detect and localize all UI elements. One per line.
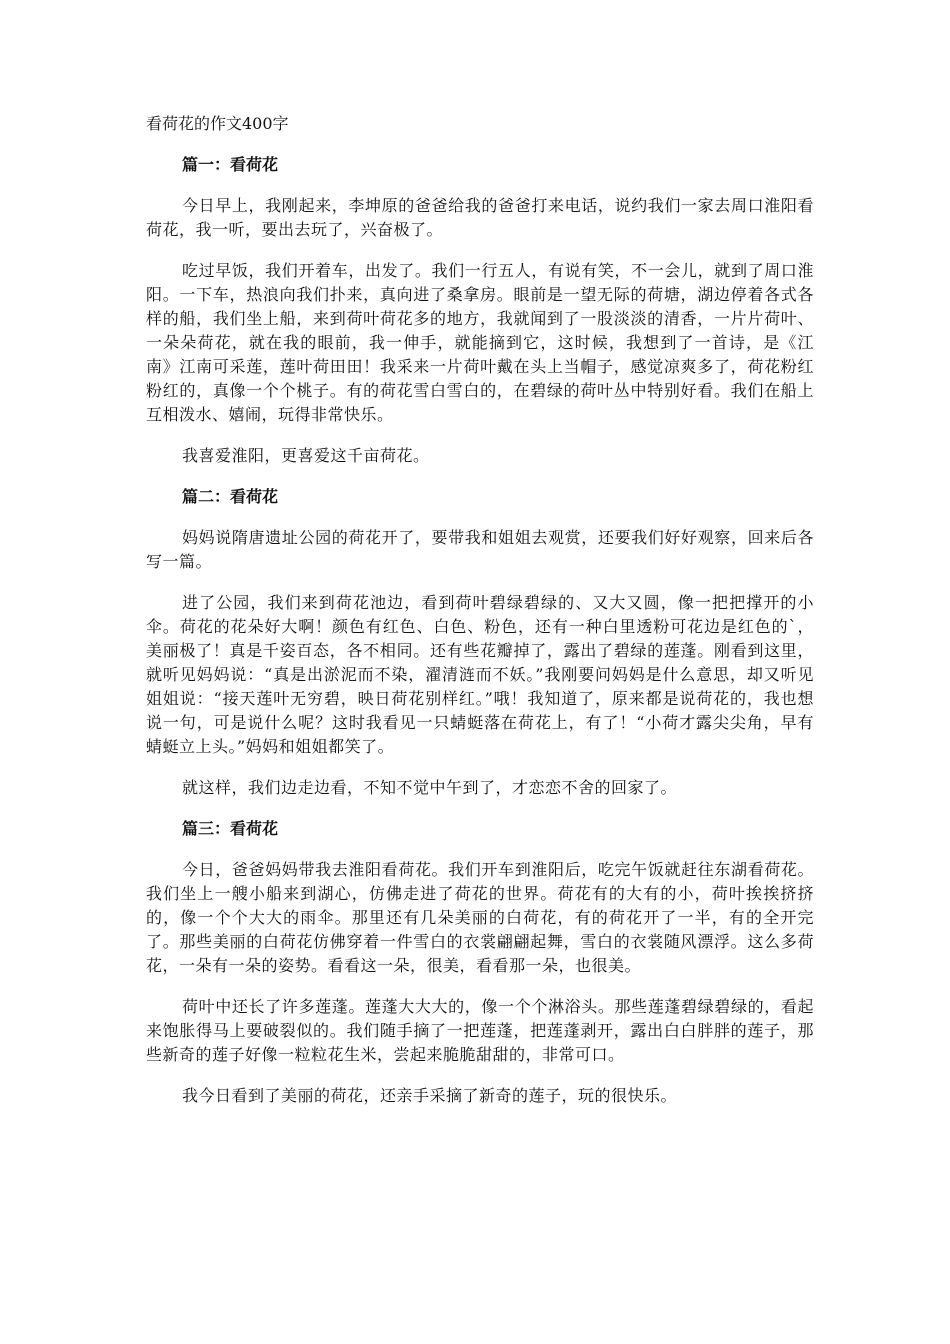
paragraph: 我喜爱淮阳，更喜爱这千亩荷花。	[182, 446, 430, 465]
paragraph: 荷叶中还长了许多莲蓬。莲蓬大大大的，像一个个淋浴头。那些莲蓬碧绿碧绿的，看起来饱胀得马上要破裂似的。我们随手摘了一把莲蓬，把莲蓬剥开，露出白白胖胖的莲子，那些新奇的莲子好像一粒粒花生米，尝起来脆脆甜甜的，非常可口。	[146, 997, 814, 1064]
paragraph: 今日，爸爸妈妈带我去淮阳看荷花。我们开车到淮阳后，吃完午饭就赶往东湖看荷花。我们坐上一艘小船来到湖心，仿佛走进了荷花的世界。荷花有的大有的小，荷叶挨挨挤挤的，像一个个大大的雨伞。那里还有几朵美丽的白荷花，有的荷花开了一半，有的全开完了。那些美丽的白荷花仿佛穿着一件雪白的衣裳翩翩起舞，雪白的衣裳随风漂浮。这么多荷花，一朵有一朵的姿势。看看这一朵，很美，看看那一朵，也很美。	[146, 860, 814, 975]
section-2	[146, 485, 814, 800]
section-heading: 篇一：看荷花	[182, 155, 279, 174]
paragraph: 吃过早饭，我们开着车，出发了。我们一行五人，有说有笑，不一会儿，就到了周口淮阳。一下车，热浪向我们扑来，真向进了桑拿房。眼前是一望无际的荷塘，湖边停着各式各样的船，我们坐上船，来到荷叶荷花多的地方，我就闻到了一股淡淡的清香，一片片荷叶、一朵朵荷花，就在我的眼前，我一伸手，就能摘到它，这时候，我想到了一首诗，是《江南》江南可采莲，莲叶荷田田！我采来一片荷叶戴在头上当帽子，感觉凉爽多了，荷花粉红粉红的，真像一个个桃子。有的荷花雪白雪白的，在碧绿的荷叶丛中特别好看。我们在船上互相泼水、嬉闹，玩得非常快乐。	[146, 261, 814, 424]
paragraph: 进了公园，我们来到荷花池边，看到荷叶碧绿碧绿的、又大又圆，像一把把撑开的小伞。荷花的花朵好大啊！颜色有红色、白色、粉色，还有一种白里透粉可花边是红色的`，美丽极了！真是千姿百态，各不相同。还有些花瓣掉了，露出了碧绿的莲蓬。刚看到这里，就听见妈妈说：“真是出淤泥而不染，濯清涟而不妖。”我刚要问妈妈是什么意思，却又听见姐姐说：“接天莲叶无穷碧，映日荷花别样红。”哦！我知道了，原来都是说荷花的，我也想说一句，可是说什么呢？这时我看见一只蜻蜓落在荷花上，有了！“小荷才露尖尖角，早有蜻蜓立上头。”妈妈和姐姐都笑了。	[146, 593, 814, 756]
document-page	[146, 112, 814, 1125]
paragraph: 我今日看到了美丽的荷花，还亲手采摘了新奇的莲子，玩的很快乐。	[182, 1086, 678, 1105]
section-heading: 篇三：看荷花	[182, 819, 279, 838]
paragraph: 就这样，我们边走边看，不知不觉中午到了，才恋恋不舍的回家了。	[182, 778, 678, 797]
paragraph: 妈妈说隋唐遗址公园的荷花开了，要带我和姐姐去观赏，还要我们好好观察，回来后各写一篇。	[146, 528, 814, 571]
section-1	[146, 153, 814, 468]
document-title: 看荷花的作文400字	[146, 114, 289, 133]
section-3	[146, 817, 814, 1108]
paragraph: 今日早上，我刚起来，李坤原的爸爸给我的爸爸打来电话，说约我们一家去周口淮阳看荷花，我一听，要出去玩了，兴奋极了。	[146, 196, 814, 239]
section-heading: 篇二：看荷花	[182, 487, 279, 506]
